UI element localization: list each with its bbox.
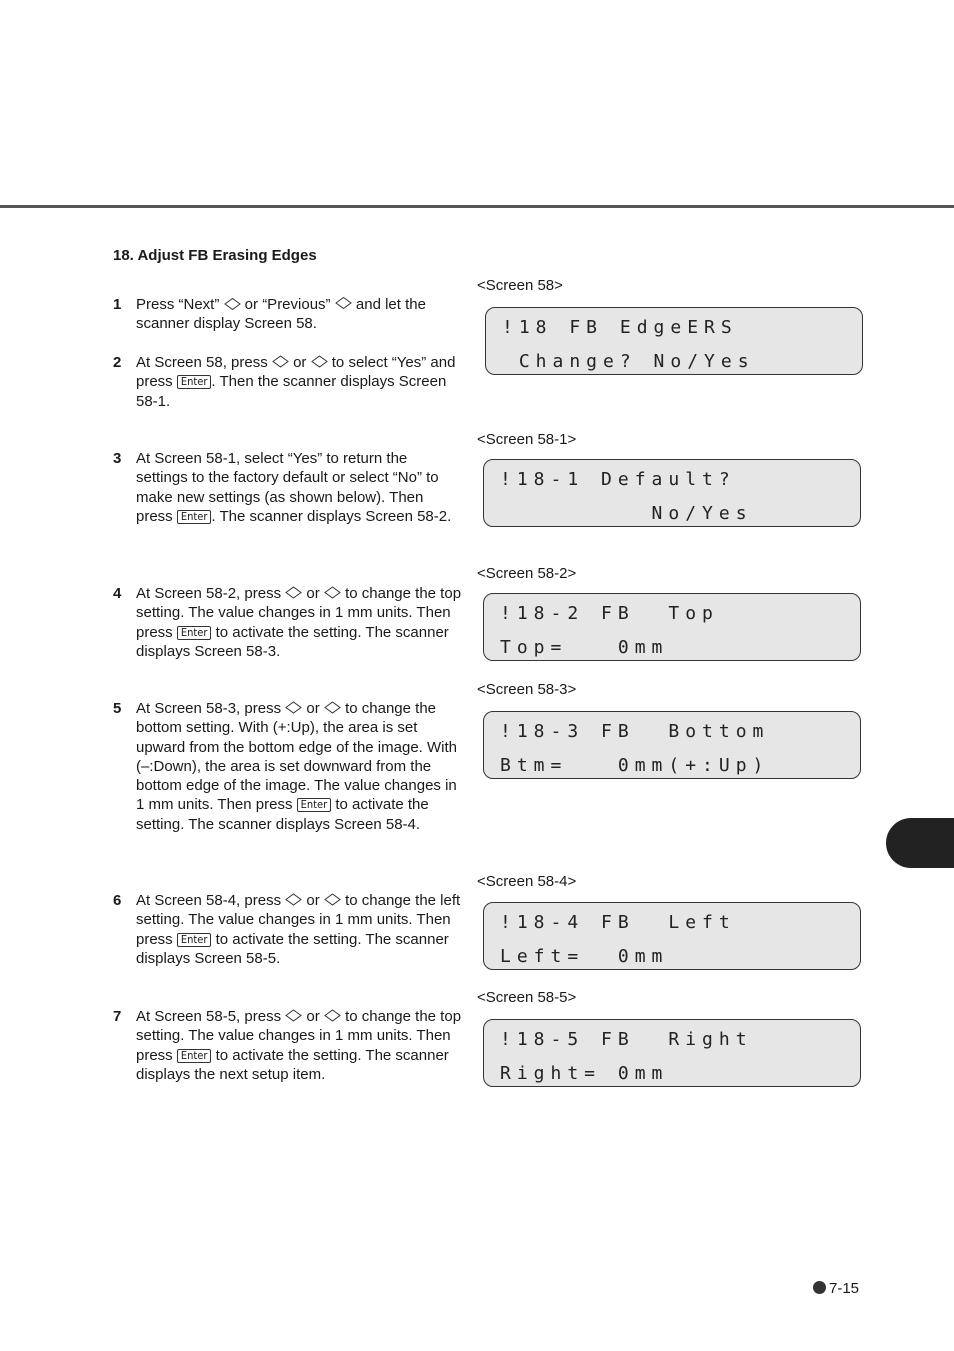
step-number: 5 [113,700,122,717]
next-arrow-icon [285,586,302,599]
lcd-line-2: Btm= 0mm(+:Up) [500,755,770,776]
lcd-line-2: No/Yes [500,503,753,524]
next-arrow-icon [224,297,241,310]
screen-58-2-display [483,593,861,661]
enter-key-icon: Enter [297,798,332,812]
enter-key-icon: Enter [177,510,212,524]
previous-arrow-icon [324,701,341,714]
chapter-tab [886,818,954,868]
lcd-line-1: !18-5 FB Right [500,1029,753,1050]
screen-58-1-label: <Screen 58-1> [477,431,577,448]
next-arrow-icon [285,893,302,906]
lcd-line-1: !18-4 FB Left [500,912,736,933]
enter-key-icon: Enter [177,626,212,640]
step-6: 6 At Screen 58-4, press or to change the left setting. The value changes in 1 mm units. Then press Enter to activate the setting. The scanner displays Screen 58-5. [113,892,461,967]
previous-arrow-icon [311,355,328,368]
screen-58-label: <Screen 58> [477,277,563,294]
lcd-line-2: Right= 0mm [500,1063,669,1084]
enter-key-icon: Enter [177,1049,212,1063]
screen-58-5-display [483,1019,861,1087]
header-rule [0,205,954,208]
previous-arrow-icon [324,586,341,599]
lcd-line-2: Top= 0mm [500,637,669,658]
step-number: 7 [113,1008,122,1025]
section-title: 18. Adjust FB Erasing Edges [113,247,317,264]
lcd-line-2: Left= 0mm [500,946,669,967]
bullet-dot-icon [813,1281,826,1294]
page-number-text: 7-15 [829,1280,860,1297]
step-number: 3 [113,450,122,467]
screen-58-2-label: <Screen 58-2> [477,565,577,582]
step-1: 1 Press “Next” or “Previous” and let the scanner display Screen 58. [113,296,426,333]
previous-arrow-icon [335,297,352,310]
lcd-line-1: !18 FB EdgeERS [502,317,738,338]
step-2: 2 At Screen 58, press or to select “Yes” and press Enter . Then the scanner displays Screen 58-1. [113,354,456,410]
next-arrow-icon [285,1009,302,1022]
enter-key-icon: Enter [177,375,212,389]
screen-58-display [485,307,863,375]
screen-58-3-label: <Screen 58-3> [477,681,577,698]
next-arrow-icon [285,701,302,714]
step-number: 1 [113,296,122,313]
enter-key-icon: Enter [177,933,212,947]
step-number: 6 [113,892,122,909]
page-number [813,1280,859,1297]
lcd-line-1: !18-1 Default? [500,469,736,490]
next-arrow-icon [272,355,289,368]
screen-58-5-label: <Screen 58-5> [477,989,577,1006]
screen-58-4-label: <Screen 58-4> [477,873,577,890]
screen-58-4-display [483,902,861,970]
previous-arrow-icon [324,893,341,906]
screen-58-1-display [483,459,861,527]
step-5: 5 At Screen 58-3, press or to change the bottom setting. With (+:Up), the area is set upward from the bottom edge of the image. With (–:Down), the area is set downward from the bottom edge of the image. The value changes in 1 mm units. Then press Enter to activate the setting. The scanner displays Screen 58-4. [113,700,457,833]
step-4: 4 At Screen 58-2, press or to change the top setting. The value changes in 1 mm units. Then press Enter to activate the setting. The scanner displays Screen 58-3. [113,585,462,660]
lcd-line-1: !18-3 FB Bottom [500,721,770,742]
step-number: 2 [113,354,122,371]
lcd-line-1: !18-2 FB Top [500,603,719,624]
step-7: 7 At Screen 58-5, press or to change the top setting. The value changes in 1 mm units. Then press Enter to activate the setting. The scanner displays the next setup item. [113,1008,462,1083]
step-number: 4 [113,585,122,602]
lcd-line-2: Change? No/Yes [502,351,755,372]
step-3: 3 At Screen 58-1, select “Yes” to return the settings to the factory default or select “No” to make new settings (as shown below). Then press Enter . The scanner displays Screen 58-2. [113,450,452,525]
previous-arrow-icon [324,1009,341,1022]
screen-58-3-display [483,711,861,779]
